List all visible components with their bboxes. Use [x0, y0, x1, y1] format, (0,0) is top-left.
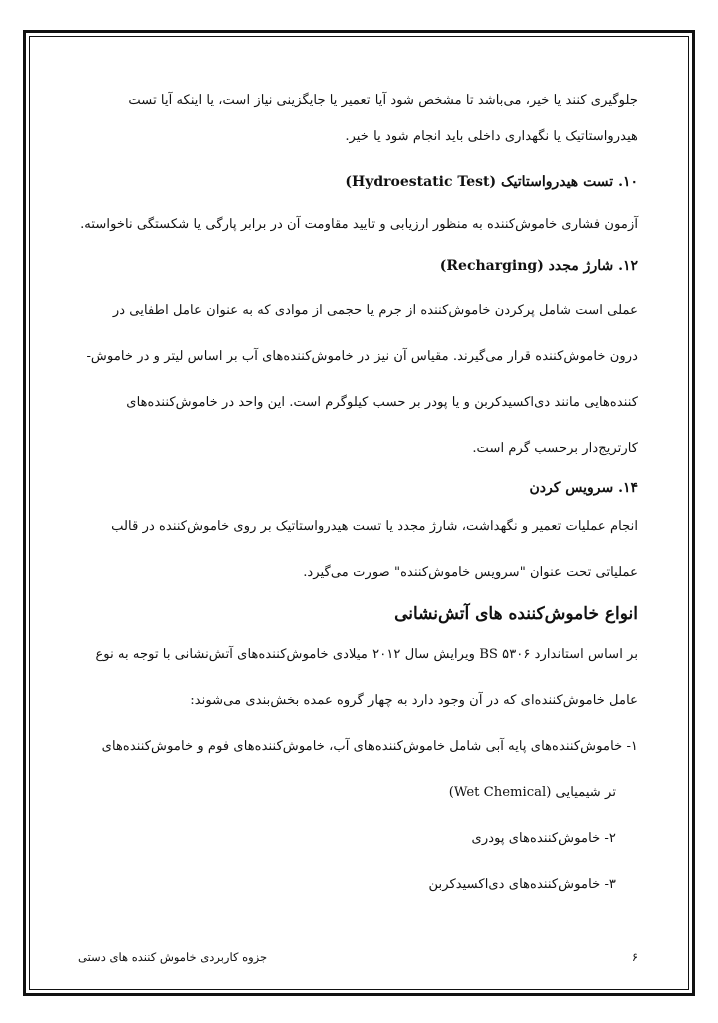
paragraph-line: عامل خاموش‌کننده‌ای که در آن وجود دارد به چهار گروه عمده بخش‌بندی می‌شوند: — [190, 693, 638, 708]
list-item: ۳- خاموش‌کننده‌های دی‌اکسیدکربن — [428, 877, 616, 892]
heading-servicing: ۱۴. سرویس کردن — [529, 480, 638, 496]
list-item: ۲- خاموش‌کننده‌های پودری — [471, 831, 616, 846]
paragraph-line: درون خاموش‌کننده قرار می‌گیرند. مقیاس آن نیز در خاموش‌کننده‌های آب بر اساس لیتر و در خاموش- — [86, 349, 638, 364]
paragraph-line: عملیاتی تحت عنوان "سرویس خاموش‌کننده" صورت می‌گیرد. — [303, 565, 638, 580]
paragraph-line: انجام عملیات تعمیر و نگهداشت، شارژ مجدد یا تست هیدرواستاتیک بر روی خاموش‌کننده در قالب — [111, 519, 638, 534]
list-item-continuation: تر شیمیایی (Wet Chemical) — [448, 785, 616, 800]
page-number: ۶ — [631, 950, 638, 964]
paragraph-line: بر اساس استاندارد BS ۵۳۰۶ ویرایش سال ۲۰۱۲ میلادی خاموش‌کننده‌های آتش‌نشانی با توجه به نوع — [95, 647, 638, 662]
paragraph-line: آزمون فشاری خاموش‌کننده به منظور ارزیابی و تایید مقاومت آن در برابر پارگی یا شکستگی ناخواسته. — [80, 217, 638, 232]
paragraph-line: هیدرواستاتیک یا نگهداری داخلی باید انجام شود یا خیر. — [345, 129, 638, 144]
booklet-title: جزوه کاربردی خاموش کننده های دستی — [78, 950, 268, 964]
heading-hydrostatic-test: ۱۰. تست هیدرواستاتیک (Hydroestatic Test) — [345, 174, 638, 190]
paragraph-line: عملی است شامل پرکردن خاموش‌کننده از جرم یا حجمی از موادی که به عنوان عامل اطفایی در — [112, 303, 638, 318]
section-title: انواع خاموش‌کننده های آتش‌نشانی — [394, 604, 638, 624]
heading-recharging: ۱۲. شارژ مجدد (Recharging) — [439, 258, 638, 274]
paragraph-line: کننده‌هایی مانند دی‌اکسیدکربن و یا پودر بر حسب کیلوگرم است. این واحد در خاموش‌کننده‌های — [126, 395, 638, 410]
page-content — [78, 84, 638, 908]
page-footer — [78, 950, 638, 964]
paragraph-line: کارتریج‌دار برحسب گرم است. — [472, 441, 638, 456]
paragraph-line: جلوگیری کنند یا خیر، می‌باشد تا مشخص شود آیا تعمیر یا جایگزینی نیاز است، یا اینکه آیا تست — [128, 93, 638, 108]
list-item: ۱- خاموش‌کننده‌های پایه آبی شامل خاموش‌کننده‌های آب، خاموش‌کننده‌های فوم و خاموش‌کننده‌های — [101, 739, 638, 754]
